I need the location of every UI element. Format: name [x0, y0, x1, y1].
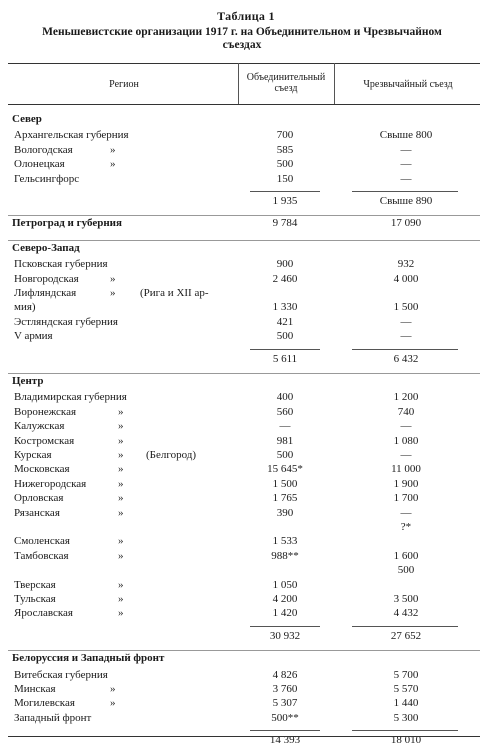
- ditto-mark: »: [110, 683, 116, 695]
- region-name: Смоленская: [14, 535, 70, 548]
- subtotal-extraordinary: 27 652: [390, 629, 422, 642]
- value-extraordinary: —: [400, 315, 412, 328]
- section-row: [0, 242, 492, 256]
- value-unification: 2 460: [272, 272, 298, 285]
- value-unification: 1 050: [272, 578, 298, 591]
- section-row: [0, 375, 492, 389]
- ditto-mark: »: [118, 477, 124, 490]
- ditto-mark: »: [118, 420, 124, 433]
- section-title: Центр: [12, 375, 44, 387]
- table-row: [0, 697, 492, 711]
- value-unification: 585: [276, 143, 294, 156]
- region-name: Костромская: [14, 434, 75, 447]
- region-note: (Белгород): [146, 449, 197, 461]
- region-name: Олонецкая: [14, 158, 65, 171]
- value-unification: 700: [276, 129, 294, 142]
- section-title: Север: [12, 113, 42, 125]
- table-row: [0, 316, 492, 330]
- ditto-mark: »: [110, 143, 116, 156]
- region-name: Гельсингфорс: [14, 172, 80, 185]
- subtotal-rule-unification: [250, 349, 320, 350]
- region-name: Лифляндская: [14, 287, 77, 299]
- subtotal-rule-extraordinary: [352, 626, 458, 627]
- region-name: Рязанская: [14, 506, 60, 519]
- region-note: (Рига и XII ар-: [140, 287, 209, 299]
- value-extraordinary: —: [400, 506, 412, 519]
- subtotal-rule-unification: [250, 730, 320, 731]
- value-unification: 421: [276, 315, 294, 328]
- value-unification: 500: [276, 330, 294, 343]
- value-unification: 150: [276, 172, 294, 185]
- region-name: Владимирская губерния: [14, 391, 127, 404]
- ditto-mark: »: [118, 549, 124, 562]
- ditto-mark: »: [110, 272, 116, 285]
- table-row: [0, 683, 492, 697]
- table-row: [0, 144, 492, 158]
- value-extraordinary: 1 500: [393, 301, 419, 314]
- region-name: Витебская губерния: [14, 668, 108, 681]
- subtotal-rule-extraordinary: [352, 191, 458, 192]
- ditto-mark: »: [118, 463, 124, 476]
- value-unification: 390: [276, 506, 294, 519]
- region-name: Нижегородская: [14, 477, 87, 490]
- value-unification: 900: [276, 258, 294, 271]
- value-extraordinary: 740: [397, 405, 415, 418]
- value-unification: —: [279, 420, 291, 433]
- ditto-mark: »: [118, 593, 124, 605]
- table-row: [0, 669, 492, 683]
- table-bottom-rule: [8, 736, 480, 737]
- value-unification: 4 826: [272, 668, 298, 681]
- subtotal-rule-extraordinary: [352, 349, 458, 350]
- region-name: Архангельская губерния: [14, 129, 129, 142]
- value-unification: 1 420: [272, 607, 298, 620]
- region-name: мия): [14, 301, 36, 314]
- value-unification: 500: [276, 158, 294, 171]
- table-row: [0, 301, 492, 315]
- column-header-extraordinary-congress: Чрезвычайный съезд: [363, 79, 453, 90]
- region-name: Ярославская: [14, 607, 73, 620]
- table-caption: Меньшевистские организации 1917 г. на Объединительном и Чрезвычайном съездах: [42, 26, 442, 51]
- value-unification: 1 533: [272, 535, 298, 548]
- value-extraordinary: ?*: [400, 521, 412, 533]
- page-title: Таблица 1: [217, 9, 275, 23]
- subtotal-unification: 30 932: [269, 629, 301, 642]
- region-name: Вологодская: [14, 143, 73, 156]
- region-name: Орловская: [14, 492, 64, 505]
- value-unification: 500: [276, 449, 294, 461]
- value-extraordinary: Свыше 800: [379, 129, 433, 142]
- subtotal-row: [0, 353, 492, 367]
- ditto-mark: »: [118, 434, 124, 447]
- section-title: Петроград и губерния: [12, 217, 122, 230]
- subtotal-rule-unification: [250, 626, 320, 627]
- table-row: [0, 463, 492, 477]
- ditto-mark: »: [118, 506, 124, 519]
- value-unification: 9 784: [272, 217, 298, 230]
- table-row: [0, 420, 492, 434]
- value-extraordinary: —: [400, 330, 412, 343]
- column-divider-1: [238, 63, 239, 104]
- value-unification: 5 307: [272, 697, 298, 710]
- table-row: [0, 273, 492, 287]
- region-name: Тамбовская: [14, 549, 69, 562]
- value-extraordinary: 5 700: [393, 668, 419, 681]
- value-extraordinary: —: [400, 158, 412, 171]
- value-extraordinary: 1 440: [393, 697, 419, 710]
- table-row: [0, 391, 492, 405]
- value-extraordinary: —: [400, 420, 412, 433]
- header-top-rule: [8, 63, 480, 64]
- subtotal-unification: 1 935: [272, 195, 298, 207]
- region-name: Тульская: [14, 593, 56, 605]
- section-rule: [8, 215, 480, 216]
- value-unification: 988**: [271, 549, 299, 562]
- value-unification: 500**: [271, 711, 299, 724]
- value-unification: 400: [276, 391, 294, 404]
- subtotal-extraordinary: 18 010: [390, 734, 422, 747]
- ditto-mark: »: [110, 697, 116, 710]
- region-name: Западный фронт: [14, 711, 92, 724]
- ditto-mark: »: [118, 405, 124, 418]
- table-row: [0, 550, 492, 564]
- subtotal-rule-extraordinary: [352, 730, 458, 731]
- value-extraordinary: 1 080: [393, 434, 419, 447]
- value-extraordinary: 1 900: [393, 477, 419, 490]
- subtotal-row: [0, 195, 492, 209]
- ditto-mark: »: [118, 607, 124, 620]
- region-name: Псковская губерния: [14, 258, 108, 271]
- region-name: Могилевская: [14, 697, 75, 710]
- section-title: Северо-Запад: [12, 241, 80, 254]
- table-row: [0, 564, 492, 578]
- header-bottom-rule: [8, 104, 480, 105]
- column-header-unification-congress: Объединительный съезд: [246, 72, 326, 94]
- value-extraordinary: 4 000: [393, 272, 419, 285]
- value-extraordinary: 5 570: [393, 683, 419, 695]
- table-row: [0, 579, 492, 593]
- ditto-mark: »: [110, 158, 116, 171]
- region-name: Калужская: [14, 420, 65, 433]
- value-extraordinary: 1 200: [393, 391, 419, 404]
- region-name: Московская: [14, 463, 70, 476]
- value-unification: 15 645*: [267, 463, 303, 476]
- table-row: [0, 521, 492, 535]
- ditto-mark: »: [110, 287, 116, 299]
- table-row: [0, 712, 492, 726]
- value-extraordinary: —: [400, 449, 412, 461]
- ditto-mark: »: [118, 449, 124, 461]
- region-name: V армия: [14, 330, 53, 343]
- table-row: [0, 435, 492, 449]
- table-row: [0, 449, 492, 463]
- value-unification: 1 330: [272, 301, 298, 314]
- value-extraordinary: 500: [397, 564, 415, 577]
- subtotal-unification: 14 393: [269, 734, 301, 747]
- table-row: [0, 330, 492, 344]
- value-extraordinary: 3 500: [393, 593, 419, 605]
- region-name: Эстляндская губерния: [14, 315, 118, 328]
- table-row: [0, 258, 492, 272]
- region-name: Курская: [14, 449, 52, 461]
- value-extraordinary: —: [400, 172, 412, 185]
- value-extraordinary: 5 300: [393, 711, 419, 724]
- subtotal-unification: 5 611: [272, 352, 298, 365]
- table-row: [0, 173, 492, 187]
- section-rule: [8, 373, 480, 374]
- section-rule: [8, 650, 480, 651]
- table-row: [0, 478, 492, 492]
- table-row: [0, 507, 492, 521]
- ditto-mark: »: [118, 535, 124, 548]
- table-row: [0, 406, 492, 420]
- ditto-mark: »: [118, 578, 124, 591]
- value-extraordinary: 4 432: [393, 607, 419, 620]
- table-row: [0, 593, 492, 607]
- region-name: Воронежская: [14, 405, 77, 418]
- value-unification: 981: [276, 434, 294, 447]
- value-extraordinary: 1 700: [393, 492, 419, 505]
- table-row: [0, 535, 492, 549]
- table-row: [0, 607, 492, 621]
- value-unification: 4 200: [272, 593, 298, 605]
- ditto-mark: »: [118, 492, 124, 505]
- value-unification: 3 760: [272, 683, 298, 695]
- section-row: [0, 652, 492, 666]
- value-unification: 1 500: [272, 477, 298, 490]
- region-name: Новгородская: [14, 272, 79, 285]
- section-title: Белоруссия и Западный фронт: [12, 652, 165, 665]
- region-name: Минская: [14, 683, 56, 695]
- value-extraordinary: 932: [397, 258, 415, 271]
- section-rule: [8, 240, 480, 241]
- value-unification: 1 765: [272, 492, 298, 505]
- subtotal-row: [0, 630, 492, 644]
- value-extraordinary: 1 600: [393, 549, 419, 562]
- value-extraordinary: 17 090: [390, 217, 422, 230]
- value-extraordinary: 11 000: [391, 463, 421, 476]
- section-row: [0, 113, 492, 127]
- value-extraordinary: —: [400, 143, 412, 156]
- column-divider-2: [334, 63, 335, 104]
- region-name: Тверская: [14, 578, 56, 591]
- subtotal-extraordinary: 6 432: [393, 352, 419, 365]
- table-row: [0, 287, 492, 301]
- value-unification: 560: [276, 405, 294, 418]
- table-row: [0, 492, 492, 506]
- section-row: [0, 217, 492, 231]
- table-row: [0, 158, 492, 172]
- subtotal-extraordinary: Свыше 890: [379, 195, 433, 207]
- column-header-region: Регион: [109, 79, 139, 90]
- subtotal-rule-unification: [250, 191, 320, 192]
- table-row: [0, 129, 492, 143]
